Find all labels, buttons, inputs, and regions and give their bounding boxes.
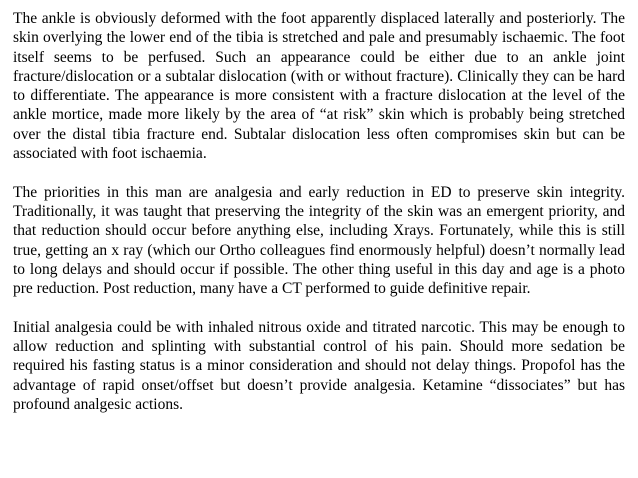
paragraph-priorities: The priorities in this man are analgesia and early reduction in ED to preserve skin integrity. Traditionally, it was taught that preserving the integrity of the skin was an emergent priority, and that reduction should occur before anything else, including Xrays. Fortunately, while this is still true, getting an x ray (which our Ortho colleagues find enormously helpful) doesn’t normally lead to long delays and should occur if possible. The other thing useful in this day and age is a photo pre reduction. Post reduction, many have a CT performed to guide definitive repair. [13,183,625,298]
document-body [13,9,625,414]
paragraph-ankle-deformity: The ankle is obviously deformed with the foot apparently displaced laterally and posteriorly. The skin overlying the lower end of the tibia is stretched and pale and presumably ischaemic. The foot itself seems to be perfused. Such an appearance could be either due to an ankle joint fracture/dislocation or a subtalar dislocation (with or without fracture). Clinically they can be hard to differentiate. The appearance is more consistent with a fracture dislocation at the level of the ankle mortice, made more likely by the area of “at risk” skin which is probably being stretched over the distal tibia fracture end. Subtalar dislocation less often compromises skin but can be associated with foot ischaemia. [13,10,625,163]
paragraph-analgesia: Initial analgesia could be with inhaled nitrous oxide and titrated narcotic. This may be enough to allow reduction and splinting with substantial control of his pain. Should more sedation be required his fasting status is a minor consideration and should not delay things. Propofol has the advantage of rapid onset/offset but doesn’t provide analgesia. Ketamine “dissociates” but has profound analgesic actions. [13,318,625,413]
